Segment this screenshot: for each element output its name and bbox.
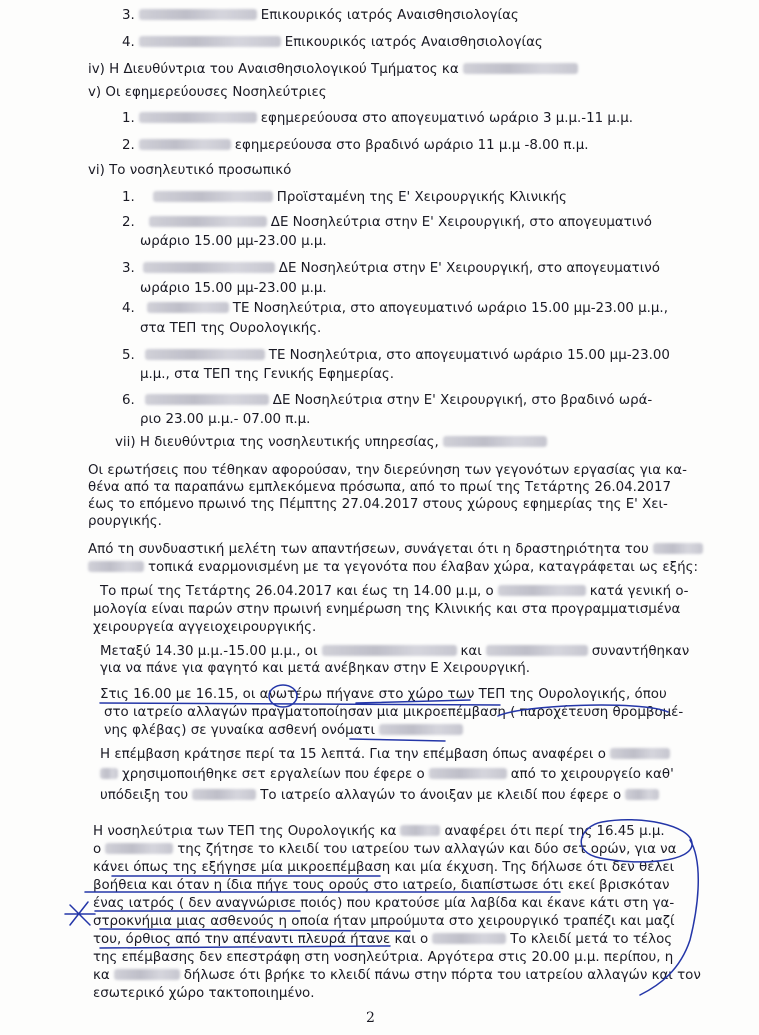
paragraph-line	[93, 823, 665, 841]
redacted-name	[153, 191, 273, 202]
redacted-name	[105, 843, 173, 854]
text: Το κλειδί μετά το τέλος	[510, 932, 673, 947]
paragraph-line	[88, 541, 707, 559]
item-number: 2.	[122, 138, 135, 153]
item-number: 1.	[122, 111, 135, 126]
item-text: εφημερεύουσα στο απογευματινό ωράριο 3 μ.μ.-11 μ.μ.	[260, 111, 633, 126]
paragraph-line	[93, 931, 672, 949]
item-text: Επικουρικός ιατρός Αναισθησιολογίας	[260, 8, 519, 23]
paragraph-line: ρουργικής.	[88, 514, 162, 529]
item-number: 1.	[122, 190, 135, 205]
paragraph-line	[93, 967, 701, 985]
section-text: vii) Η διευθύντρια της νοσηλευτικής υπηρεσίας,	[115, 435, 439, 450]
text: Το ιατρείο αλλαγών το άνοιξαν με κλειδί που έφερε ο	[260, 788, 622, 803]
redacted-name	[192, 789, 256, 800]
text: κατά γενική ο-	[589, 584, 689, 599]
paragraph-line: Στις 16.00 με 16.15, οι ανωτέρω πήγανε στο χώρο των ΤΕΠ της Ουρολογικής, όπου	[100, 687, 667, 702]
redacted-name	[498, 585, 586, 596]
staff-item	[122, 300, 668, 318]
redacted-name	[653, 543, 703, 554]
redacted-name	[88, 561, 144, 572]
text: χρησιμοποιήθηκε σετ εργαλείων που έφερε ο	[122, 767, 425, 782]
text: υπόδειξη του	[100, 788, 189, 803]
section-v: v) Οι εφημερεύουσες Νοσηλεύτριες	[88, 85, 327, 100]
redacted-name	[145, 349, 265, 360]
text: ο	[93, 842, 102, 857]
redacted-name	[486, 645, 588, 656]
text: Το πρωί της Τετάρτης 26.04.2017 και έως τη 14.00 μ.μ, ο	[100, 584, 494, 599]
paragraph-line	[100, 583, 688, 601]
paragraph-line	[104, 722, 467, 740]
section-iv	[88, 61, 582, 79]
staff-item	[122, 260, 660, 278]
staff-item-cont: στα ΤΕΠ της Ουρολογικής.	[140, 321, 322, 336]
nurse-on-call-item	[122, 137, 588, 155]
staff-item	[122, 392, 652, 410]
paragraph-line	[100, 746, 674, 764]
doctor-item	[122, 34, 543, 52]
paragraph-line: για να πάνε για φαγητό και μετά ανέβηκαν στην Ε Χειρουργική.	[100, 661, 530, 676]
staff-item	[122, 347, 670, 365]
star-mark	[65, 902, 95, 925]
paragraph-line	[93, 841, 676, 859]
item-text: ΔΕ Νοσηλεύτρια στην Ε' Χειρουργική, στο απογευματινό	[278, 261, 660, 276]
paragraph-line: της επέμβασης δεν επεστράφη στη νοσηλεύτρια. Αργότερα στις 20.00 μ.μ. περίπου, η	[93, 950, 674, 965]
item-number: 4.	[122, 301, 135, 316]
paragraph-line: στο ιατρείο αλλαγών πραγματοποίησαν μια μικροεπέμβαση ( παροχέτευση θρομβομέ-	[104, 705, 684, 720]
staff-item	[122, 214, 652, 232]
redacted-name	[322, 645, 457, 656]
redacted-name	[139, 139, 231, 150]
paragraph-line	[100, 643, 689, 661]
text: τοπικά εναρμονισμένη με τα γεγονότα που έλαβαν χώρα, καταγράφεται ως εξής:	[148, 560, 698, 575]
item-number: 3.	[122, 8, 135, 23]
paragraph-line	[100, 787, 663, 805]
text: νης φλέβας) σε γυναίκα ασθενή ονόματι	[104, 723, 376, 738]
redacted-name	[147, 302, 229, 313]
text: Η επέμβαση κράτησε περί τα 15 λεπτά. Για την επέμβαση όπως αναφέρει ο	[100, 747, 606, 762]
text: Μεταξύ 14.30 μ.μ.-15.00 μ.μ., οι	[100, 644, 318, 659]
paragraph-line: θένα από τα παραπάνω εμπλεκόμενα πρόσωπα, από το πρωί της Τετάρτης 26.04.2017	[88, 480, 671, 495]
paragraph-line: έως το επόμενο πρωινό της Πέμπτης 27.04.2017 στους χώρους εφημερίας της Ε' Χει-	[88, 497, 668, 512]
redacted-name	[625, 789, 659, 800]
text: της ζήτησε το κλειδί του ιατρείου των αλλαγών και δύο σετ ορών, για να	[177, 842, 677, 857]
paragraph-line	[88, 559, 698, 577]
text: και	[460, 644, 482, 659]
staff-item-cont: ωράριο 15.00 μμ-23.00 μ.μ.	[140, 234, 327, 249]
redacted-name	[610, 748, 670, 759]
item-text: ΔΕ Νοσηλεύτρια στην Ε' Χειρουργική, στο απογευματινό	[270, 215, 652, 230]
paragraph-line: ένας ιατρός ( δεν αναγνώρισε ποιός) που κρατούσε μία λαβίδα και έκανε κάτι στη γα-	[93, 896, 675, 911]
item-text: εφημερεύουσα στο βραδινό ωράριο 11 μ.μ -8.00 π.μ.	[234, 138, 589, 153]
paragraph-line: Οι ερωτήσεις που τέθηκαν αφορούσαν, την διερεύνηση των γεγονότων εργασίας για κα-	[88, 463, 687, 478]
text: κα	[93, 968, 110, 983]
paragraph-line: μολογία είναι παρών στην πρωινή ενημέρωση της Κλινικής και στα προγραμματισμένα	[93, 602, 681, 617]
redacted-name	[432, 933, 506, 944]
text: συναντήθηκαν	[591, 644, 690, 659]
redacted-name	[143, 262, 275, 273]
text: από το χειρουργείο καθ'	[510, 767, 674, 782]
section-vii	[115, 434, 551, 452]
text: δήλωσε ότι βρήκε το κλειδί πάνω στην πόρτα του ιατρείου αλλαγών και τον	[183, 968, 701, 983]
staff-item-cont: ωράριο 15.00 μμ-23.00 μ.μ.	[140, 281, 327, 296]
paragraph-line	[100, 766, 674, 784]
staff-item	[122, 189, 567, 207]
text: Η νοσηλεύτρια των ΤΕΠ της Ουρολογικής κα	[93, 824, 397, 839]
item-number: 3.	[122, 261, 135, 276]
item-text: Προϊσταμένη της Ε' Χειρουργικής Κλινικής	[276, 190, 567, 205]
redacted-name	[429, 768, 507, 779]
redacted-name	[114, 969, 180, 980]
redacted-name	[145, 394, 269, 405]
redacted-name	[379, 724, 463, 735]
item-number: 2.	[122, 215, 135, 230]
redacted-name	[139, 36, 281, 47]
staff-item-cont: μ.μ., στα ΤΕΠ της Γενικής Εφημερίας.	[140, 367, 395, 382]
doctor-item	[122, 7, 519, 25]
redacted-name	[139, 9, 257, 20]
section-vi: vi) Το νοσηλευτικό προσωπικό	[88, 163, 292, 178]
paragraph-line: στροκνήμια μιας ασθενούς η οποία ήταν μπρούμυτα στο χειρουργικό τραπέζι και μαζί	[93, 914, 675, 929]
item-text: ΤΕ Νοσηλεύτρια, στο απογευματινό ωράριο 15.00 μμ-23.00 μ.μ.,	[232, 301, 668, 316]
paragraph-line: κάνει όπως της εξήγησε μία μικροεπέμβαση και μία έκχυση. Της δήλωσε ότι δεν θέλει	[93, 860, 675, 875]
text: αναφέρει ότι περί της 16.45 μ.μ.	[444, 824, 665, 839]
redacted-name	[139, 112, 257, 123]
redacted-name	[400, 825, 440, 836]
item-text: ΤΕ Νοσηλεύτρια, στο απογευματινό ωράριο 15.00 μμ-23.00	[268, 348, 670, 363]
paragraph-line: βοήθεια και όταν η ίδια πήγε τους ορούς στο ιατρείο, διαπίστωσε ότι εκεί βρισκόταν	[93, 878, 670, 893]
redacted-name	[149, 216, 267, 227]
redacted-name	[463, 63, 578, 74]
item-number: 5.	[122, 348, 135, 363]
page-number: 2	[366, 1010, 375, 1026]
item-number: 4.	[122, 35, 135, 50]
redacted-name	[100, 768, 118, 779]
item-text: Επικουρικός ιατρός Αναισθησιολογίας	[284, 35, 543, 50]
text: Από τη συνδυαστική μελέτη των απαντήσεων, συνάγεται ότι η δραστηριότητα του	[88, 542, 649, 557]
paragraph-line: χειρουργεία αγγειοχειρουργικής.	[93, 620, 317, 635]
nurse-on-call-item	[122, 110, 633, 128]
text: του, όρθιος από την απέναντι πλευρά ήτανε και ο	[93, 932, 429, 947]
section-text: iv) Η Διευθύντρια του Αναισθησιολογικού Τμήματος κα	[88, 62, 459, 77]
staff-item-cont: ριο 23.00 μ.μ.- 07.00 π.μ.	[140, 412, 311, 427]
paragraph-line: εσωτερικό χώρο τακτοποιημένο.	[93, 986, 315, 1001]
item-number: 6.	[122, 393, 135, 408]
item-text: ΔΕ Νοσηλεύτρια στην Ε' Χειρουργική, στο βραδινό ωρά-	[272, 393, 653, 408]
redacted-name	[443, 436, 547, 447]
